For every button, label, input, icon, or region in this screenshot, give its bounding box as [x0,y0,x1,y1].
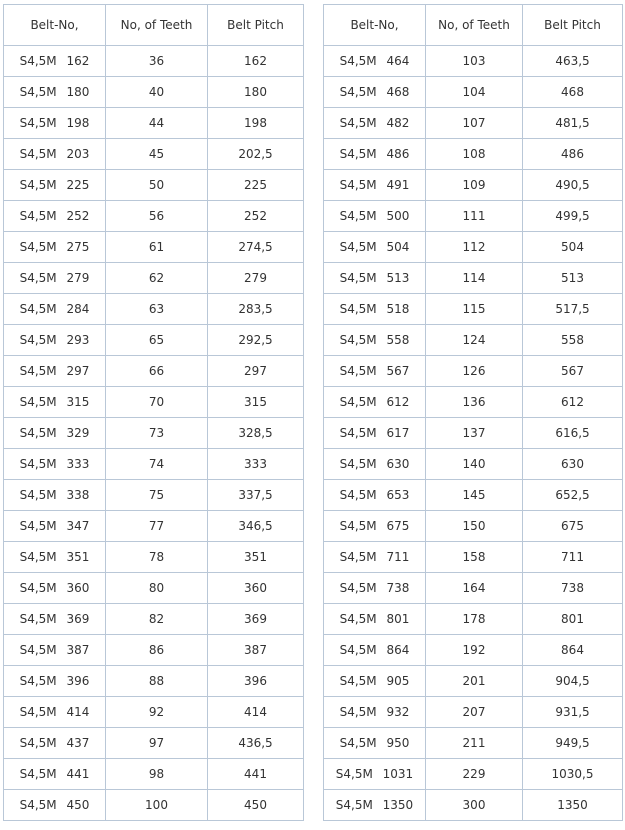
belt-no-cell [324,356,426,387]
teeth-cell: 78 [106,542,208,573]
belt-no-cell [4,139,106,170]
teeth-cell: 164 [426,573,523,604]
belt-no-text: S4,5M 293 [19,333,90,347]
belt-no-text: S4,5M 437 [19,736,90,750]
table-row [324,418,623,449]
pitch-cell: 513 [523,263,623,294]
pitch-cell: 504 [523,232,623,263]
pitch-cell: 369 [208,604,304,635]
teeth-cell: 115 [426,294,523,325]
belt-no-text: S4,5M 468 [339,85,410,99]
teeth-cell: 108 [426,139,523,170]
table-row [324,542,623,573]
belt-no-cell [324,387,426,418]
belt-no-text: S4,5M 203 [19,147,90,161]
table-row [324,480,623,511]
belt-no-cell [4,542,106,573]
teeth-cell: 150 [426,511,523,542]
table-row [4,232,304,263]
belt-no-cell [4,697,106,728]
table-row [324,325,623,356]
belt-no-cell [4,294,106,325]
pitch-cell: 499,5 [523,201,623,232]
teeth-cell: 40 [106,77,208,108]
pitch-cell: 864 [523,635,623,666]
belt-no-cell [324,449,426,480]
pitch-cell: 387 [208,635,304,666]
belt-no-cell [4,108,106,139]
belt-no-cell [4,635,106,666]
table-row [324,46,623,77]
header-belt-pitch: Belt Pitch [523,5,623,46]
pitch-cell: 360 [208,573,304,604]
belt-no-text: S4,5M 1031 [335,767,414,781]
teeth-cell: 50 [106,170,208,201]
pitch-cell: 337,5 [208,480,304,511]
pitch-cell: 414 [208,697,304,728]
teeth-cell: 73 [106,418,208,449]
table-row [324,697,623,728]
table-row [324,294,623,325]
belt-no-cell [4,480,106,511]
belt-no-text: S4,5M 491 [339,178,410,192]
teeth-cell: 145 [426,480,523,511]
table-row [4,542,304,573]
belt-no-cell [324,635,426,666]
belt-no-cell [4,511,106,542]
table-row [4,387,304,418]
teeth-cell: 114 [426,263,523,294]
belt-no-cell [4,232,106,263]
pitch-cell: 481,5 [523,108,623,139]
table-row [4,294,304,325]
teeth-cell: 65 [106,325,208,356]
table-row [4,573,304,604]
header-no-of-teeth: No, of Teeth [426,5,523,46]
teeth-cell: 178 [426,604,523,635]
pitch-cell: 162 [208,46,304,77]
belt-no-text: S4,5M 396 [19,674,90,688]
teeth-cell: 126 [426,356,523,387]
belt-no-text: S4,5M 482 [339,116,410,130]
teeth-cell: 192 [426,635,523,666]
table-row [324,356,623,387]
teeth-cell: 300 [426,790,523,821]
pitch-cell: 949,5 [523,728,623,759]
pitch-cell: 180 [208,77,304,108]
belt-no-text: S4,5M 1350 [335,798,414,812]
teeth-cell: 75 [106,480,208,511]
belt-no-text: S4,5M 653 [339,488,410,502]
table-row [4,356,304,387]
teeth-cell: 70 [106,387,208,418]
table-row [4,604,304,635]
pitch-cell: 351 [208,542,304,573]
pitch-cell: 297 [208,356,304,387]
pitch-cell: 567 [523,356,623,387]
table-row [4,449,304,480]
belt-no-text: S4,5M 275 [19,240,90,254]
table-row [4,480,304,511]
teeth-cell: 201 [426,666,523,697]
table-row [4,790,304,821]
belt-no-cell [324,263,426,294]
belt-no-text: S4,5M 198 [19,116,90,130]
pitch-cell: 486 [523,139,623,170]
pitch-cell: 333 [208,449,304,480]
header-no-of-teeth: No, of Teeth [106,5,208,46]
belt-no-cell [4,418,106,449]
belt-no-text: S4,5M 369 [19,612,90,626]
table-row [4,139,304,170]
belt-no-text: S4,5M 464 [339,54,410,68]
belt-no-cell [324,77,426,108]
belt-no-cell [324,201,426,232]
belt-no-cell [4,759,106,790]
teeth-cell: 62 [106,263,208,294]
table-row [4,759,304,790]
belt-no-text: S4,5M 905 [339,674,410,688]
belt-no-cell [4,790,106,821]
belt-no-text: S4,5M 347 [19,519,90,533]
pitch-cell: 283,5 [208,294,304,325]
table-row [324,511,623,542]
belt-no-text: S4,5M 738 [339,581,410,595]
belt-no-cell [4,77,106,108]
belt-no-text: S4,5M 558 [339,333,410,347]
belt-no-text: S4,5M 864 [339,643,410,657]
belt-no-text: S4,5M 617 [339,426,410,440]
belt-no-text: S4,5M 513 [339,271,410,285]
belt-no-text: S4,5M 711 [339,550,410,564]
pitch-cell: 612 [523,387,623,418]
teeth-cell: 74 [106,449,208,480]
table-row [324,108,623,139]
teeth-cell: 45 [106,139,208,170]
belt-no-text: S4,5M 180 [19,85,90,99]
belt-no-cell [324,325,426,356]
table-row [4,418,304,449]
belt-no-cell [4,170,106,201]
table-row [4,635,304,666]
belt-no-cell [324,790,426,821]
belt-no-cell [324,697,426,728]
belt-no-text: S4,5M 801 [339,612,410,626]
table-row [324,790,623,821]
table-row [324,263,623,294]
belt-no-cell [4,449,106,480]
pitch-cell: 738 [523,573,623,604]
table-row [4,511,304,542]
table-row [324,201,623,232]
teeth-cell: 104 [426,77,523,108]
belt-no-cell [324,232,426,263]
belt-no-cell [4,604,106,635]
teeth-cell: 63 [106,294,208,325]
table-row [324,759,623,790]
table-row [324,604,623,635]
table-row [4,170,304,201]
table-row [4,108,304,139]
table-row [324,635,623,666]
pitch-cell: 198 [208,108,304,139]
belt-no-text: S4,5M 630 [339,457,410,471]
pitch-cell: 711 [523,542,623,573]
pitch-cell: 904,5 [523,666,623,697]
pitch-cell: 801 [523,604,623,635]
table-row [324,170,623,201]
table-row [324,387,623,418]
header-belt-pitch: Belt Pitch [208,5,304,46]
belt-no-text: S4,5M 162 [19,54,90,68]
belt-no-cell [324,759,426,790]
pitch-cell: 396 [208,666,304,697]
belt-no-text: S4,5M 279 [19,271,90,285]
teeth-cell: 107 [426,108,523,139]
teeth-cell: 97 [106,728,208,759]
header-row [4,5,304,46]
table-row [4,46,304,77]
pitch-cell: 616,5 [523,418,623,449]
pitch-cell: 675 [523,511,623,542]
teeth-cell: 207 [426,697,523,728]
belt-no-text: S4,5M 518 [339,302,410,316]
pitch-cell: 441 [208,759,304,790]
belt-no-text: S4,5M 500 [339,209,410,223]
teeth-cell: 229 [426,759,523,790]
teeth-cell: 211 [426,728,523,759]
teeth-cell: 80 [106,573,208,604]
pitch-cell: 346,5 [208,511,304,542]
table-row [4,728,304,759]
pitch-cell: 630 [523,449,623,480]
belt-no-cell [4,46,106,77]
table-row [324,573,623,604]
belt-no-text: S4,5M 351 [19,550,90,564]
table-row [4,263,304,294]
teeth-cell: 158 [426,542,523,573]
belt-no-cell [4,387,106,418]
teeth-cell: 140 [426,449,523,480]
table-row [4,666,304,697]
teeth-cell: 98 [106,759,208,790]
belt-no-text: S4,5M 252 [19,209,90,223]
teeth-cell: 103 [426,46,523,77]
belt-no-cell [324,511,426,542]
belt-no-text: S4,5M 567 [339,364,410,378]
table-row [324,232,623,263]
belt-no-cell [324,294,426,325]
pitch-cell: 1350 [523,790,623,821]
belt-no-cell [4,263,106,294]
pitch-cell: 468 [523,77,623,108]
pitch-cell: 328,5 [208,418,304,449]
table-row [324,728,623,759]
belt-no-text: S4,5M 675 [339,519,410,533]
table-row [324,139,623,170]
belt-no-text: S4,5M 387 [19,643,90,657]
teeth-cell: 109 [426,170,523,201]
belt-table-right [323,4,623,821]
teeth-cell: 61 [106,232,208,263]
belt-no-cell [324,170,426,201]
table-body [4,46,304,821]
belt-no-text: S4,5M 315 [19,395,90,409]
teeth-cell: 44 [106,108,208,139]
belt-no-text: S4,5M 612 [339,395,410,409]
belt-no-cell [4,728,106,759]
pitch-cell: 436,5 [208,728,304,759]
pitch-cell: 463,5 [523,46,623,77]
teeth-cell: 112 [426,232,523,263]
belt-no-cell [324,108,426,139]
belt-no-text: S4,5M 414 [19,705,90,719]
belt-no-text: S4,5M 360 [19,581,90,595]
table-row [324,77,623,108]
teeth-cell: 86 [106,635,208,666]
belt-no-text: S4,5M 932 [339,705,410,719]
belt-no-cell [4,325,106,356]
belt-no-cell [324,139,426,170]
pitch-cell: 490,5 [523,170,623,201]
belt-no-text: S4,5M 486 [339,147,410,161]
belt-no-cell [4,666,106,697]
belt-no-text: S4,5M 225 [19,178,90,192]
pitch-cell: 1030,5 [523,759,623,790]
table-row [4,201,304,232]
teeth-cell: 137 [426,418,523,449]
belt-no-text: S4,5M 441 [19,767,90,781]
table-row [4,77,304,108]
teeth-cell: 136 [426,387,523,418]
belt-no-text: S4,5M 329 [19,426,90,440]
belt-no-cell [324,480,426,511]
pitch-cell: 279 [208,263,304,294]
belt-no-text: S4,5M 338 [19,488,90,502]
pitch-cell: 652,5 [523,480,623,511]
belt-no-cell [324,542,426,573]
belt-no-cell [4,573,106,604]
teeth-cell: 92 [106,697,208,728]
pitch-cell: 292,5 [208,325,304,356]
teeth-cell: 88 [106,666,208,697]
belt-no-cell [4,356,106,387]
teeth-cell: 100 [106,790,208,821]
table-body [324,46,623,821]
belt-no-text: S4,5M 950 [339,736,410,750]
belt-no-cell [324,604,426,635]
belt-no-text: S4,5M 450 [19,798,90,812]
pitch-cell: 252 [208,201,304,232]
belt-no-cell [324,418,426,449]
belt-no-text: S4,5M 297 [19,364,90,378]
pitch-cell: 517,5 [523,294,623,325]
teeth-cell: 82 [106,604,208,635]
header-belt-no: Belt-No, [4,5,106,46]
belt-no-cell [4,201,106,232]
belt-no-cell [324,728,426,759]
table-row [324,449,623,480]
belt-no-cell [324,573,426,604]
teeth-cell: 77 [106,511,208,542]
teeth-cell: 66 [106,356,208,387]
pitch-cell: 931,5 [523,697,623,728]
teeth-cell: 56 [106,201,208,232]
table-row [324,666,623,697]
pitch-cell: 450 [208,790,304,821]
belt-table-left [3,4,304,821]
teeth-cell: 111 [426,201,523,232]
pitch-cell: 274,5 [208,232,304,263]
pitch-cell: 315 [208,387,304,418]
teeth-cell: 124 [426,325,523,356]
belt-no-cell [324,666,426,697]
pitch-cell: 202,5 [208,139,304,170]
header-belt-no: Belt-No, [324,5,426,46]
pitch-cell: 558 [523,325,623,356]
belt-no-text: S4,5M 333 [19,457,90,471]
belt-no-text: S4,5M 284 [19,302,90,316]
belt-no-cell [324,46,426,77]
table-row [4,325,304,356]
teeth-cell: 36 [106,46,208,77]
belt-no-text: S4,5M 504 [339,240,410,254]
header-row [324,5,623,46]
pitch-cell: 225 [208,170,304,201]
table-row [4,697,304,728]
